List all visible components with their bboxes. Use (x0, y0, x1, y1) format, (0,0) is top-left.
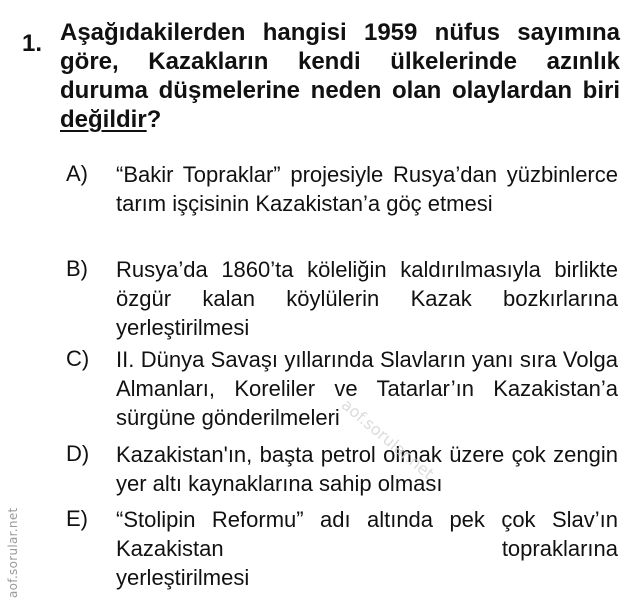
option-text: Kazakistan'ın, başta petrol olmak üzere çok zengin yer altı kaynaklarına sahip olması (116, 442, 618, 496)
question-stem (60, 18, 620, 134)
question-mark: ? (146, 106, 162, 133)
option-letter: B) (66, 256, 88, 281)
question-stem-text: Aşağıdakilerden hangisi 1959 nüfus sayımına göre, Kazakların kendi ülkelerinde azınlık duruma düşmelerine neden olan olaylardan biri (60, 19, 620, 104)
side-watermark: aof.sorular.net (6, 507, 20, 598)
question-negation: değildir (60, 106, 147, 133)
option-letter: E) (66, 506, 88, 531)
option-text-line: “Stolipin Reformu” adı altında pek çok Slav’ın Kazakistan topraklarına (116, 507, 618, 561)
option-text-line: yerleştirilmesi (116, 565, 250, 590)
option-letter: D) (66, 441, 90, 466)
option-text: Rusya’da 1860’ta köleliğin kaldırılmasıyla birlikte özgür kalan köylülerin Kazak bozkırlarına yerleştirilmesi (116, 257, 618, 340)
question-number: 1. (22, 30, 43, 57)
diagonal-watermark: aof.sorular.net (337, 395, 438, 484)
option-text (116, 505, 618, 592)
option-text: II. Dünya Savaşı yıllarında Slavların yanı sıra Volga Almanları, Koreliler ve Tatarlar’ın Kazakistan’a sürgüne gönderilmeleri (116, 347, 618, 430)
option-letter: A) (66, 161, 88, 186)
option-letter: C) (66, 346, 90, 371)
option-text: “Bakir Topraklar” projesiyle Rusya’dan yüzbinlerce tarım işçisinin Kazakistan’a göç etmesi (116, 162, 618, 216)
